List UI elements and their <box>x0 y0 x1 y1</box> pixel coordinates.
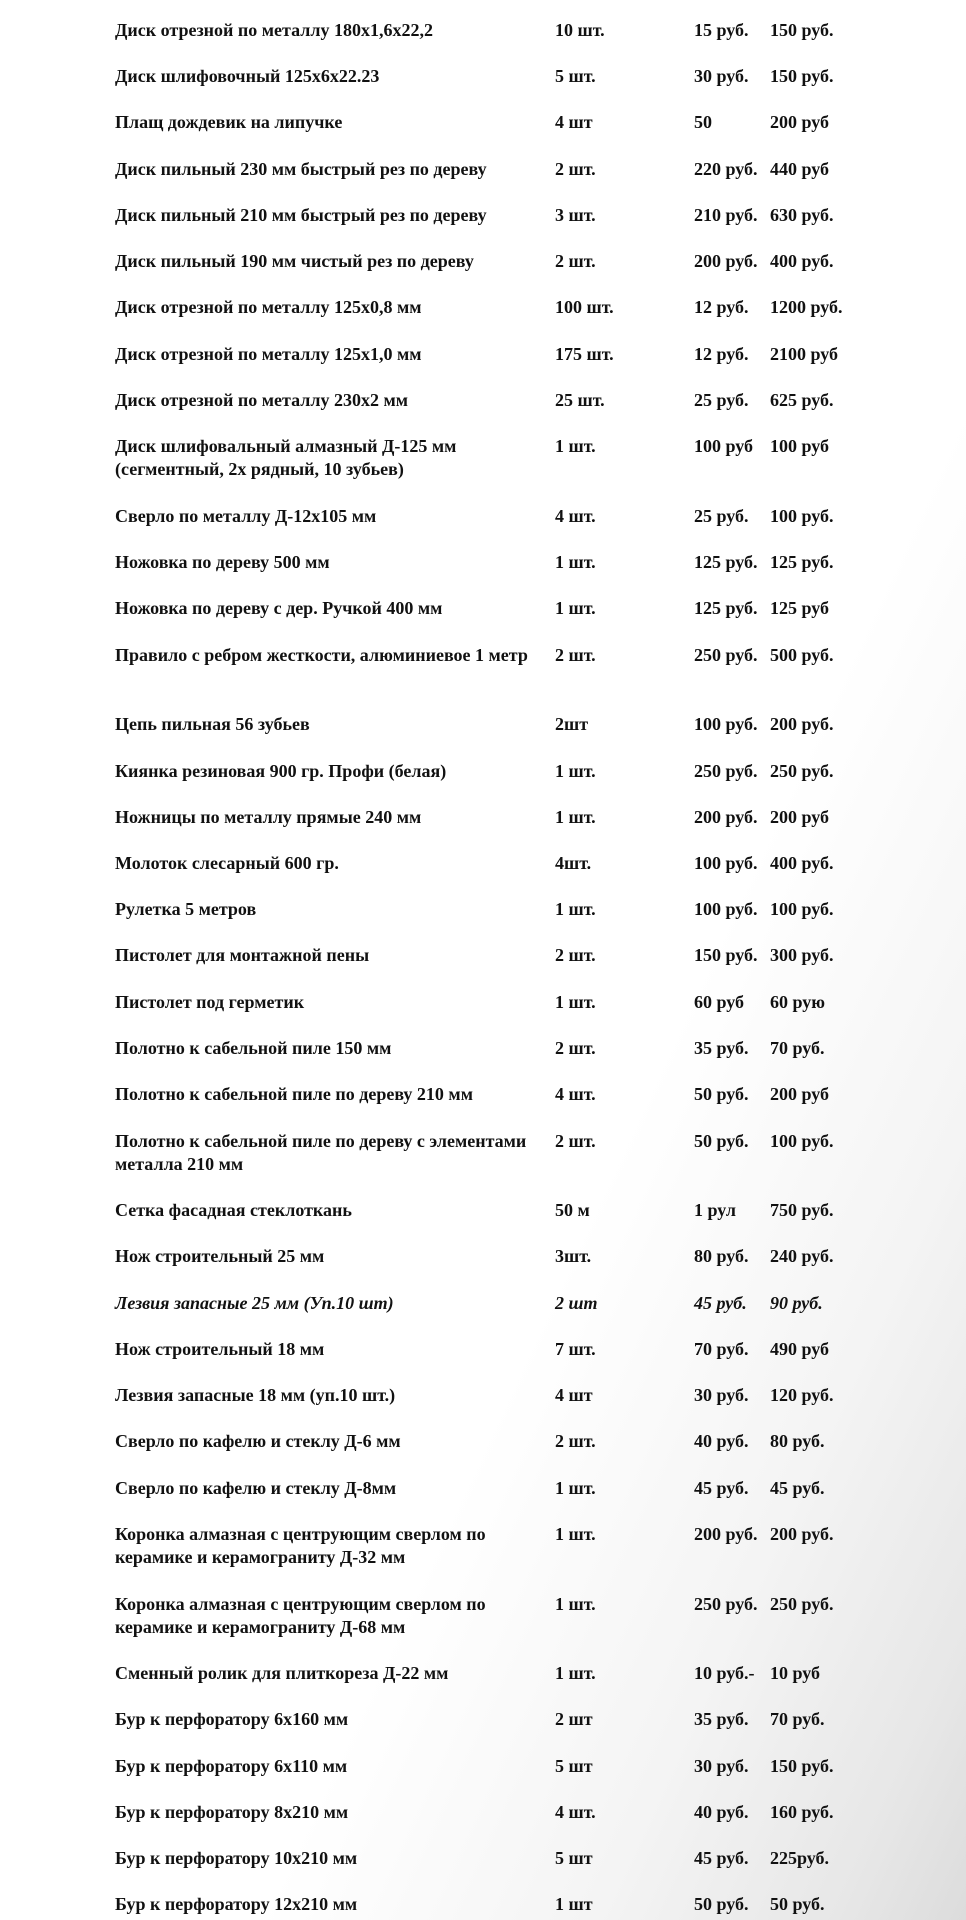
quantity-cell: 1 шт <box>555 1894 593 1914</box>
unit-price-cell: 125 руб. <box>694 598 758 618</box>
total-cell: 70 руб. <box>770 1709 825 1729</box>
total-cell: 120 руб. <box>770 1385 834 1405</box>
item-name-cell: Сменный ролик для плиткореза Д-22 мм <box>115 1663 449 1683</box>
item-name-cell: Рулетка 5 метров <box>115 899 257 919</box>
unit-price-cell: 50 <box>694 112 712 132</box>
item-name-cell: Полотно к сабельной пиле по дереву с элементами металла 210 мм <box>115 1131 527 1174</box>
quantity-cell: 4 шт <box>555 1385 593 1405</box>
quantity-cell: 5 шт <box>555 1756 593 1776</box>
quantity-cell: 2 шт. <box>555 1038 596 1058</box>
item-name-cell: Ножницы по металлу прямые 240 мм <box>115 807 422 827</box>
item-name-cell: Сверло по кафелю и стеклу Д-6 мм <box>115 1431 401 1451</box>
item-name-cell: Нож строительный 18 мм <box>115 1339 325 1359</box>
item-name-cell: Полотно к сабельной пиле 150 мм <box>115 1038 392 1058</box>
unit-price-cell: 100 руб. <box>694 714 758 734</box>
total-cell: 150 руб. <box>770 66 834 86</box>
item-name-cell: Плащ дождевик на липучке <box>115 112 343 132</box>
item-name-cell: Коронка алмазная с центрующим сверлом по керамике и керамограниту Д-68 мм <box>115 1594 486 1637</box>
total-cell: 630 руб. <box>770 205 834 225</box>
unit-price-cell: 200 руб. <box>694 251 758 271</box>
total-cell: 1200 руб. <box>770 297 843 317</box>
total-cell: 500 руб. <box>770 645 834 665</box>
item-name-cell: Ножовка по дереву 500 мм <box>115 552 330 572</box>
unit-price-cell: 220 руб. <box>694 159 758 179</box>
item-name-cell: Диск шлифовочный 125х6х22.23 <box>115 66 380 86</box>
unit-price-cell: 50 руб. <box>694 1084 749 1104</box>
total-cell: 200 руб <box>770 1084 830 1104</box>
item-name-cell: Диск пильный 190 мм чистый рез по дереву <box>115 251 474 271</box>
quantity-cell: 1 шт. <box>555 598 596 618</box>
quantity-cell: 4 шт. <box>555 1084 596 1104</box>
item-name-cell: Бур к перфоратору 6х160 мм <box>115 1709 349 1729</box>
quantity-cell: 5 шт. <box>555 66 596 86</box>
unit-price-cell: 100 руб. <box>694 899 758 919</box>
item-name-cell: Киянка резиновая 900 гр. Профи (белая) <box>115 761 447 781</box>
unit-price-cell: 210 руб. <box>694 205 758 225</box>
unit-price-cell: 100 руб <box>694 436 754 456</box>
total-cell: 160 руб. <box>770 1802 834 1822</box>
total-cell: 250 руб. <box>770 761 834 781</box>
unit-price-cell: 35 руб. <box>694 1038 749 1058</box>
unit-price-cell: 100 руб. <box>694 853 758 873</box>
total-cell: 125 руб <box>770 598 830 618</box>
item-name-cell: Диск отрезной по металлу 125х0,8 мм <box>115 297 422 317</box>
total-cell: 150 руб. <box>770 1756 834 1776</box>
item-name-cell: Диск отрезной по металлу 180х1,6х22,2 <box>115 20 433 40</box>
unit-price-cell: 150 руб. <box>694 945 758 965</box>
quantity-cell: 10 шт. <box>555 20 605 40</box>
total-cell: 240 руб. <box>770 1246 834 1266</box>
quantity-cell: 5 шт <box>555 1848 593 1868</box>
unit-price-cell: 30 руб. <box>694 66 749 86</box>
unit-price-cell: 250 руб. <box>694 761 758 781</box>
unit-price-cell: 25 руб. <box>694 506 749 526</box>
item-name-cell: Лезвия запасные 25 мм (Уп.10 шт) <box>115 1293 394 1313</box>
item-name-cell: Бур к перфоратору 12х210 мм <box>115 1894 358 1914</box>
item-name-cell: Ножовка по дереву с дер. Ручкой 400 мм <box>115 598 443 618</box>
total-cell: 100 руб. <box>770 1131 834 1151</box>
quantity-cell: 1 шт. <box>555 807 596 827</box>
quantity-cell: 2 шт. <box>555 945 596 965</box>
item-name-cell: Молоток слесарный 600 гр. <box>115 853 339 873</box>
quantity-cell: 2 шт <box>555 1293 598 1313</box>
unit-price-cell: 250 руб. <box>694 645 758 665</box>
total-cell: 100 руб. <box>770 506 834 526</box>
item-name-cell: Нож строительный 25 мм <box>115 1246 325 1266</box>
quantity-cell: 3 шт. <box>555 205 596 225</box>
quantity-cell: 50 м <box>555 1200 590 1220</box>
total-cell: 2100 руб <box>770 344 839 364</box>
item-name-cell: Бур к перфоратору 6х110 мм <box>115 1756 348 1776</box>
quantity-cell: 2 шт. <box>555 159 596 179</box>
total-cell: 200 руб. <box>770 714 834 734</box>
unit-price-cell: 35 руб. <box>694 1709 749 1729</box>
total-cell: 70 руб. <box>770 1038 825 1058</box>
total-cell: 50 руб. <box>770 1894 825 1914</box>
total-cell: 625 руб. <box>770 390 834 410</box>
unit-price-cell: 30 руб. <box>694 1756 749 1776</box>
total-cell: 200 руб <box>770 112 830 132</box>
total-cell: 490 руб <box>770 1339 830 1359</box>
total-cell: 150 руб. <box>770 20 834 40</box>
quantity-cell: 1 шт. <box>555 761 596 781</box>
unit-price-cell: 50 руб. <box>694 1131 749 1151</box>
quantity-cell: 100 шт. <box>555 297 614 317</box>
unit-price-cell: 80 руб. <box>694 1246 749 1266</box>
quantity-cell: 1 шт. <box>555 1524 596 1544</box>
total-cell: 400 руб. <box>770 251 834 271</box>
total-cell: 80 руб. <box>770 1431 825 1451</box>
unit-price-cell: 10 руб.- <box>694 1663 755 1683</box>
quantity-cell: 4 шт. <box>555 1802 596 1822</box>
quantity-cell: 4 шт. <box>555 506 596 526</box>
total-cell: 300 руб. <box>770 945 834 965</box>
quantity-cell: 1 шт. <box>555 436 596 456</box>
item-name-cell: Диск пильный 210 мм быстрый рез по дереву <box>115 205 487 225</box>
unit-price-cell: 15 руб. <box>694 20 749 40</box>
total-cell: 45 руб. <box>770 1478 825 1498</box>
quantity-cell: 2 шт. <box>555 1431 596 1451</box>
unit-price-cell: 12 руб. <box>694 344 749 364</box>
total-cell: 125 руб. <box>770 552 834 572</box>
item-name-cell: Бур к перфоратору 10х210 мм <box>115 1848 358 1868</box>
quantity-cell: 1 шт. <box>555 899 596 919</box>
total-cell: 400 руб. <box>770 853 834 873</box>
item-name-cell: Диск шлифовальный алмазный Д-125 мм (сегментный, 2х рядный, 10 зубьев) <box>115 436 457 479</box>
item-name-cell: Цепь пильная 56 зубьев <box>115 714 310 734</box>
total-cell: 750 руб. <box>770 1200 834 1220</box>
unit-price-cell: 40 руб. <box>694 1802 749 1822</box>
item-name-cell: Сверло по металлу Д-12х105 мм <box>115 506 377 526</box>
quantity-cell: 1 шт. <box>555 1478 596 1498</box>
quantity-cell: 7 шт. <box>555 1339 596 1359</box>
unit-price-cell: 125 руб. <box>694 552 758 572</box>
total-cell: 250 руб. <box>770 1594 834 1614</box>
item-name-cell: Сверло по кафелю и стеклу Д-8мм <box>115 1478 397 1498</box>
quantity-cell: 2 шт. <box>555 1131 596 1151</box>
total-cell: 200 руб. <box>770 1524 834 1544</box>
total-cell: 90 руб. <box>770 1293 823 1313</box>
quantity-cell: 1 шт. <box>555 1663 596 1683</box>
quantity-cell: 1 шт. <box>555 1594 596 1614</box>
unit-price-cell: 12 руб. <box>694 297 749 317</box>
item-name-cell: Полотно к сабельной пиле по дереву 210 мм <box>115 1084 473 1104</box>
quantity-cell: 2 шт. <box>555 645 596 665</box>
total-cell: 225руб. <box>770 1848 830 1868</box>
item-name-cell: Пистолет для монтажной пены <box>115 945 370 965</box>
unit-price-cell: 30 руб. <box>694 1385 749 1405</box>
quantity-cell: 2шт <box>555 714 589 734</box>
unit-price-cell: 40 руб. <box>694 1431 749 1451</box>
quantity-cell: 25 шт. <box>555 390 605 410</box>
unit-price-cell: 200 руб. <box>694 1524 758 1544</box>
quantity-cell: 2 шт. <box>555 251 596 271</box>
unit-price-cell: 50 руб. <box>694 1894 749 1914</box>
unit-price-cell: 60 руб <box>694 992 745 1012</box>
total-cell: 200 руб <box>770 807 830 827</box>
item-name-cell: Сетка фасадная стеклоткань <box>115 1200 352 1220</box>
item-name-cell: Пистолет под герметик <box>115 992 305 1012</box>
unit-price-cell: 45 руб. <box>694 1293 747 1313</box>
total-cell: 60 рую <box>770 992 826 1012</box>
item-name-cell: Диск отрезной по металлу 230х2 мм <box>115 390 408 410</box>
quantity-cell: 1 шт. <box>555 992 596 1012</box>
unit-price-cell: 1 рул <box>694 1200 736 1220</box>
quantity-cell: 3шт. <box>555 1246 592 1266</box>
unit-price-cell: 25 руб. <box>694 390 749 410</box>
total-cell: 100 руб. <box>770 899 834 919</box>
item-name-cell: Бур к перфоратору 8х210 мм <box>115 1802 349 1822</box>
quantity-cell: 2 шт <box>555 1709 593 1729</box>
item-name-cell: Лезвия запасные 18 мм (уп.10 шт.) <box>115 1385 396 1405</box>
quantity-cell: 4шт. <box>555 853 592 873</box>
total-cell: 100 руб <box>770 436 830 456</box>
item-name-cell: Коронка алмазная с центрующим сверлом по керамике и керамограниту Д-32 мм <box>115 1524 486 1567</box>
item-name-cell: Правило с ребром жесткости, алюминиевое 1 метр <box>115 645 528 665</box>
unit-price-cell: 200 руб. <box>694 807 758 827</box>
unit-price-cell: 45 руб. <box>694 1478 749 1498</box>
unit-price-cell: 250 руб. <box>694 1594 758 1614</box>
quantity-cell: 175 шт. <box>555 344 614 364</box>
quantity-cell: 4 шт <box>555 112 593 132</box>
unit-price-cell: 45 руб. <box>694 1848 749 1868</box>
unit-price-cell: 70 руб. <box>694 1339 749 1359</box>
quantity-cell: 1 шт. <box>555 552 596 572</box>
item-name-cell: Диск пильный 230 мм быстрый рез по дереву <box>115 159 487 179</box>
total-cell: 10 руб <box>770 1663 821 1683</box>
total-cell: 440 руб <box>770 159 830 179</box>
item-name-cell: Диск отрезной по металлу 125х1,0 мм <box>115 344 422 364</box>
